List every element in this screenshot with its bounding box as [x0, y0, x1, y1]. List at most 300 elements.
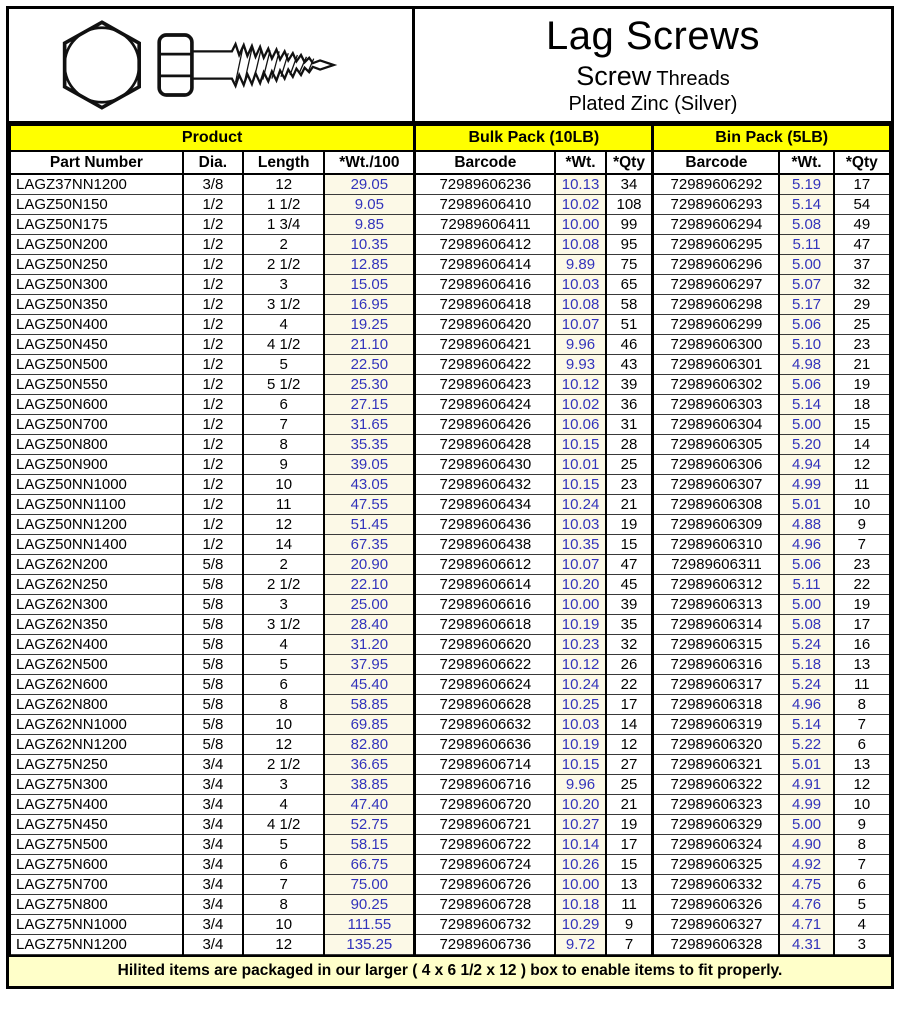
wt-per-100: 82.80 — [324, 735, 414, 755]
bulk-qty: 34 — [606, 174, 653, 195]
bulk-qty: 25 — [606, 775, 653, 795]
bulk-barcode: 72989606423 — [415, 375, 556, 395]
length: 10 — [243, 475, 324, 495]
bin-qty: 7 — [834, 855, 890, 875]
wt-per-100: 36.65 — [324, 755, 414, 775]
part-number: LAGZ50N550 — [10, 375, 183, 395]
part-number: LAGZ50N900 — [10, 455, 183, 475]
table-row — [10, 515, 890, 535]
part-number: LAGZ50N450 — [10, 335, 183, 355]
part-number: LAGZ50NN1100 — [10, 495, 183, 515]
bin-barcode: 72989606299 — [653, 315, 780, 335]
diameter: 1/2 — [183, 495, 243, 515]
bin-wt: 5.11 — [779, 575, 833, 595]
bulk-qty: 15 — [606, 535, 653, 555]
diameter: 5/8 — [183, 695, 243, 715]
wt-per-100: 25.30 — [324, 375, 414, 395]
bin-wt: 5.00 — [779, 595, 833, 615]
diameter: 5/8 — [183, 655, 243, 675]
table-row — [10, 655, 890, 675]
bin-qty: 29 — [834, 295, 890, 315]
table-row — [10, 855, 890, 875]
table-row — [10, 355, 890, 375]
bulk-wt: 10.15 — [555, 435, 605, 455]
bulk-barcode: 72989606736 — [415, 935, 556, 955]
bulk-qty: 35 — [606, 615, 653, 635]
bulk-barcode: 72989606436 — [415, 515, 556, 535]
bulk-qty: 28 — [606, 435, 653, 455]
bin-wt: 4.98 — [779, 355, 833, 375]
bin-qty: 3 — [834, 935, 890, 955]
bin-qty: 54 — [834, 195, 890, 215]
bulk-barcode: 72989606411 — [415, 215, 556, 235]
bin-qty: 47 — [834, 235, 890, 255]
part-number: LAGZ50NN1400 — [10, 535, 183, 555]
bin-wt: 5.22 — [779, 735, 833, 755]
col-bulk-barcode: Barcode — [415, 151, 556, 174]
diameter: 5/8 — [183, 595, 243, 615]
bulk-wt: 10.13 — [555, 174, 605, 195]
wt-per-100: 90.25 — [324, 895, 414, 915]
bulk-wt: 10.12 — [555, 375, 605, 395]
bulk-qty: 17 — [606, 695, 653, 715]
section-bulk-pack: Bulk Pack (10LB) — [415, 125, 653, 151]
bin-wt: 4.99 — [779, 795, 833, 815]
bulk-wt: 10.24 — [555, 675, 605, 695]
bulk-barcode: 72989606432 — [415, 475, 556, 495]
bin-barcode: 72989606292 — [653, 174, 780, 195]
wt-per-100: 66.75 — [324, 855, 414, 875]
table-row — [10, 715, 890, 735]
length: 6 — [243, 395, 324, 415]
table-row — [10, 895, 890, 915]
table-row — [10, 295, 890, 315]
bin-qty: 19 — [834, 375, 890, 395]
diameter: 5/8 — [183, 575, 243, 595]
bin-barcode: 72989606326 — [653, 895, 780, 915]
length: 2 1/2 — [243, 575, 324, 595]
bin-wt: 5.07 — [779, 275, 833, 295]
bin-barcode: 72989606297 — [653, 275, 780, 295]
bulk-qty: 65 — [606, 275, 653, 295]
bin-qty: 10 — [834, 495, 890, 515]
diameter: 1/2 — [183, 335, 243, 355]
bin-qty: 49 — [834, 215, 890, 235]
bulk-wt: 9.72 — [555, 935, 605, 955]
table-row — [10, 755, 890, 775]
bulk-barcode: 72989606612 — [415, 555, 556, 575]
bin-wt: 4.92 — [779, 855, 833, 875]
bin-wt: 4.90 — [779, 835, 833, 855]
part-number: LAGZ50N400 — [10, 315, 183, 335]
table-row — [10, 695, 890, 715]
bulk-barcode: 72989606636 — [415, 735, 556, 755]
wt-per-100: 31.65 — [324, 415, 414, 435]
bulk-wt: 10.03 — [555, 715, 605, 735]
col-bin-barcode: Barcode — [653, 151, 780, 174]
diameter: 3/4 — [183, 795, 243, 815]
bin-qty: 6 — [834, 875, 890, 895]
part-number: LAGZ62N350 — [10, 615, 183, 635]
section-bin-pack: Bin Pack (5LB) — [653, 125, 890, 151]
table-row — [10, 395, 890, 415]
bulk-wt: 10.19 — [555, 615, 605, 635]
bulk-barcode: 72989606628 — [415, 695, 556, 715]
bin-barcode: 72989606328 — [653, 935, 780, 955]
finish-label: Plated Zinc (Silver) — [568, 93, 738, 116]
lag-screw-icon — [31, 15, 391, 115]
bin-qty: 7 — [834, 535, 890, 555]
length: 5 — [243, 655, 324, 675]
bin-wt: 5.20 — [779, 435, 833, 455]
bulk-qty: 39 — [606, 375, 653, 395]
col-bin-wt: *Wt. — [779, 151, 833, 174]
diameter: 3/4 — [183, 875, 243, 895]
bin-barcode: 72989606305 — [653, 435, 780, 455]
bulk-barcode: 72989606618 — [415, 615, 556, 635]
part-number: LAGZ75N600 — [10, 855, 183, 875]
length: 12 — [243, 735, 324, 755]
bin-wt: 4.99 — [779, 475, 833, 495]
table-row — [10, 555, 890, 575]
bin-wt: 5.24 — [779, 635, 833, 655]
bulk-barcode: 72989606728 — [415, 895, 556, 915]
bin-wt: 4.91 — [779, 775, 833, 795]
bin-barcode: 72989606293 — [653, 195, 780, 215]
bulk-qty: 31 — [606, 415, 653, 435]
bulk-wt: 10.00 — [555, 875, 605, 895]
part-number: LAGZ75N700 — [10, 875, 183, 895]
bulk-wt: 10.12 — [555, 655, 605, 675]
length: 7 — [243, 415, 324, 435]
bin-wt: 5.01 — [779, 755, 833, 775]
bin-wt: 5.14 — [779, 195, 833, 215]
part-number: LAGZ62N250 — [10, 575, 183, 595]
table-body — [10, 174, 890, 955]
bin-qty: 23 — [834, 335, 890, 355]
screw-shank-threads-icon — [191, 44, 333, 86]
bulk-wt: 10.08 — [555, 235, 605, 255]
table-row — [10, 535, 890, 555]
bulk-wt: 10.19 — [555, 735, 605, 755]
bulk-qty: 19 — [606, 515, 653, 535]
part-number: LAGZ50N250 — [10, 255, 183, 275]
wt-per-100: 69.85 — [324, 715, 414, 735]
table-row — [10, 575, 890, 595]
bulk-barcode: 72989606430 — [415, 455, 556, 475]
wt-per-100: 22.10 — [324, 575, 414, 595]
bulk-wt: 10.08 — [555, 295, 605, 315]
bin-wt: 4.88 — [779, 515, 833, 535]
length: 9 — [243, 455, 324, 475]
bin-qty: 9 — [834, 515, 890, 535]
bin-qty: 37 — [834, 255, 890, 275]
bin-barcode: 72989606312 — [653, 575, 780, 595]
bin-wt: 4.96 — [779, 695, 833, 715]
col-length: Length — [243, 151, 324, 174]
bulk-wt: 10.25 — [555, 695, 605, 715]
length: 1 1/2 — [243, 195, 324, 215]
bulk-wt: 10.06 — [555, 415, 605, 435]
wt-per-100: 15.05 — [324, 275, 414, 295]
bulk-wt: 10.03 — [555, 515, 605, 535]
bin-qty: 4 — [834, 915, 890, 935]
bin-qty: 23 — [834, 555, 890, 575]
length: 5 — [243, 355, 324, 375]
bin-qty: 12 — [834, 775, 890, 795]
col-dia: Dia. — [183, 151, 243, 174]
footer-note: Hilited items are packaged in our larger ( 4 x 6 1/2 x 12 ) box to enable items to fit properly. — [9, 955, 891, 986]
bulk-wt: 10.24 — [555, 495, 605, 515]
bin-wt: 5.01 — [779, 495, 833, 515]
length: 2 1/2 — [243, 755, 324, 775]
wt-per-100: 27.15 — [324, 395, 414, 415]
bin-wt: 5.06 — [779, 375, 833, 395]
wt-per-100: 75.00 — [324, 875, 414, 895]
length: 12 — [243, 515, 324, 535]
wt-per-100: 52.75 — [324, 815, 414, 835]
bin-qty: 10 — [834, 795, 890, 815]
length: 2 — [243, 235, 324, 255]
part-number: LAGZ50N175 — [10, 215, 183, 235]
table-row — [10, 495, 890, 515]
bin-wt: 5.06 — [779, 315, 833, 335]
bin-barcode: 72989606332 — [653, 875, 780, 895]
diameter: 1/2 — [183, 195, 243, 215]
bin-wt: 5.06 — [779, 555, 833, 575]
bin-qty: 18 — [834, 395, 890, 415]
bulk-barcode: 72989606624 — [415, 675, 556, 695]
diameter: 3/4 — [183, 935, 243, 955]
bulk-qty: 13 — [606, 875, 653, 895]
bulk-barcode: 72989606732 — [415, 915, 556, 935]
bin-barcode: 72989606311 — [653, 555, 780, 575]
wt-per-100: 25.00 — [324, 595, 414, 615]
length: 10 — [243, 915, 324, 935]
bulk-wt: 10.00 — [555, 595, 605, 615]
length: 2 — [243, 555, 324, 575]
bin-barcode: 72989606295 — [653, 235, 780, 255]
diameter: 3/4 — [183, 815, 243, 835]
bulk-qty: 7 — [606, 935, 653, 955]
bin-qty: 11 — [834, 475, 890, 495]
length: 8 — [243, 695, 324, 715]
length: 7 — [243, 875, 324, 895]
length: 4 1/2 — [243, 335, 324, 355]
bin-qty: 19 — [834, 595, 890, 615]
bulk-wt: 10.27 — [555, 815, 605, 835]
wt-per-100: 12.85 — [324, 255, 414, 275]
screw-diagram-cell — [9, 9, 415, 121]
bin-wt: 5.18 — [779, 655, 833, 675]
part-number: LAGZ75NN1200 — [10, 935, 183, 955]
diameter: 5/8 — [183, 735, 243, 755]
diameter: 1/2 — [183, 235, 243, 255]
diameter: 5/8 — [183, 635, 243, 655]
wt-per-100: 16.95 — [324, 295, 414, 315]
length: 5 1/2 — [243, 375, 324, 395]
bulk-qty: 26 — [606, 655, 653, 675]
length: 12 — [243, 174, 324, 195]
table-row — [10, 615, 890, 635]
part-number: LAGZ37NN1200 — [10, 174, 183, 195]
diameter: 1/2 — [183, 415, 243, 435]
wt-per-100: 38.85 — [324, 775, 414, 795]
wt-per-100: 19.25 — [324, 315, 414, 335]
bulk-qty: 39 — [606, 595, 653, 615]
bin-barcode: 72989606296 — [653, 255, 780, 275]
bulk-qty: 32 — [606, 635, 653, 655]
bin-barcode: 72989606300 — [653, 335, 780, 355]
table-row — [10, 195, 890, 215]
bin-barcode: 72989606325 — [653, 855, 780, 875]
bin-qty: 8 — [834, 695, 890, 715]
bulk-qty: 14 — [606, 715, 653, 735]
diameter: 1/2 — [183, 535, 243, 555]
length: 3 — [243, 275, 324, 295]
bulk-wt: 10.35 — [555, 535, 605, 555]
bin-qty: 13 — [834, 655, 890, 675]
bulk-qty: 21 — [606, 495, 653, 515]
length: 5 — [243, 835, 324, 855]
bulk-wt: 9.96 — [555, 775, 605, 795]
bin-wt: 4.31 — [779, 935, 833, 955]
bin-barcode: 72989606318 — [653, 695, 780, 715]
bulk-wt: 10.23 — [555, 635, 605, 655]
part-number: LAGZ62N500 — [10, 655, 183, 675]
bin-barcode: 72989606309 — [653, 515, 780, 535]
bulk-barcode: 72989606714 — [415, 755, 556, 775]
bin-qty: 17 — [834, 615, 890, 635]
bin-barcode: 72989606294 — [653, 215, 780, 235]
bulk-qty: 23 — [606, 475, 653, 495]
diameter: 1/2 — [183, 375, 243, 395]
bulk-barcode: 72989606416 — [415, 275, 556, 295]
part-number: LAGZ75N450 — [10, 815, 183, 835]
bin-wt: 4.94 — [779, 455, 833, 475]
bulk-qty: 47 — [606, 555, 653, 575]
length: 3 1/2 — [243, 615, 324, 635]
bin-barcode: 72989606323 — [653, 795, 780, 815]
diameter: 1/2 — [183, 295, 243, 315]
bin-barcode: 72989606327 — [653, 915, 780, 935]
part-number: LAGZ62NN1000 — [10, 715, 183, 735]
bulk-qty: 99 — [606, 215, 653, 235]
length: 3 1/2 — [243, 295, 324, 315]
bulk-barcode: 72989606421 — [415, 335, 556, 355]
bulk-wt: 10.14 — [555, 835, 605, 855]
column-header-row — [10, 151, 890, 174]
bin-wt: 5.14 — [779, 395, 833, 415]
bin-qty: 5 — [834, 895, 890, 915]
hex-head-front-icon — [64, 22, 139, 107]
bulk-wt: 9.89 — [555, 255, 605, 275]
bulk-barcode: 72989606721 — [415, 815, 556, 835]
bulk-wt: 10.02 — [555, 195, 605, 215]
bulk-wt: 10.15 — [555, 475, 605, 495]
bulk-qty: 36 — [606, 395, 653, 415]
bulk-barcode: 72989606724 — [415, 855, 556, 875]
bulk-qty: 95 — [606, 235, 653, 255]
bin-wt: 5.11 — [779, 235, 833, 255]
diameter: 5/8 — [183, 675, 243, 695]
bin-barcode: 72989606302 — [653, 375, 780, 395]
length: 4 — [243, 795, 324, 815]
bin-barcode: 72989606306 — [653, 455, 780, 475]
diameter: 1/2 — [183, 455, 243, 475]
table-row — [10, 435, 890, 455]
bulk-qty: 46 — [606, 335, 653, 355]
bin-wt: 4.75 — [779, 875, 833, 895]
wt-per-100: 51.45 — [324, 515, 414, 535]
bulk-barcode: 72989606434 — [415, 495, 556, 515]
diameter: 1/2 — [183, 475, 243, 495]
diameter: 1/2 — [183, 315, 243, 335]
bulk-wt: 10.07 — [555, 315, 605, 335]
table-row — [10, 775, 890, 795]
bin-wt: 5.10 — [779, 335, 833, 355]
wt-per-100: 10.35 — [324, 235, 414, 255]
table-row — [10, 735, 890, 755]
part-number: LAGZ50N200 — [10, 235, 183, 255]
part-number: LAGZ50N500 — [10, 355, 183, 375]
table-row — [10, 875, 890, 895]
bin-wt: 5.00 — [779, 415, 833, 435]
bulk-qty: 19 — [606, 815, 653, 835]
wt-per-100: 45.40 — [324, 675, 414, 695]
part-number: LAGZ75N800 — [10, 895, 183, 915]
diameter: 1/2 — [183, 355, 243, 375]
length: 4 — [243, 315, 324, 335]
col-wt-per-100: *Wt./100 — [324, 151, 414, 174]
diameter: 3/4 — [183, 775, 243, 795]
length: 3 — [243, 775, 324, 795]
page-title: Lag Screws — [546, 14, 760, 59]
bulk-qty: 45 — [606, 575, 653, 595]
part-number: LAGZ62NN1200 — [10, 735, 183, 755]
wt-per-100: 31.20 — [324, 635, 414, 655]
wt-per-100: 9.85 — [324, 215, 414, 235]
part-number: LAGZ50NN1200 — [10, 515, 183, 535]
part-number: LAGZ50N150 — [10, 195, 183, 215]
part-number: LAGZ75N400 — [10, 795, 183, 815]
diameter: 3/4 — [183, 755, 243, 775]
col-bulk-wt: *Wt. — [555, 151, 605, 174]
wt-per-100: 111.55 — [324, 915, 414, 935]
table-row — [10, 675, 890, 695]
bin-barcode: 72989606321 — [653, 755, 780, 775]
diameter: 1/2 — [183, 395, 243, 415]
bulk-qty: 15 — [606, 855, 653, 875]
bin-qty: 17 — [834, 174, 890, 195]
length: 2 1/2 — [243, 255, 324, 275]
bulk-qty: 25 — [606, 455, 653, 475]
bulk-barcode: 72989606716 — [415, 775, 556, 795]
bin-barcode: 72989606310 — [653, 535, 780, 555]
sheet-header — [9, 9, 891, 124]
length: 1 3/4 — [243, 215, 324, 235]
bulk-barcode: 72989606614 — [415, 575, 556, 595]
bulk-wt: 10.18 — [555, 895, 605, 915]
bin-wt: 5.00 — [779, 255, 833, 275]
bin-qty: 25 — [834, 315, 890, 335]
wt-per-100: 37.95 — [324, 655, 414, 675]
bin-barcode: 72989606322 — [653, 775, 780, 795]
wt-per-100: 43.05 — [324, 475, 414, 495]
section-band-row — [10, 125, 890, 151]
bulk-barcode: 72989606420 — [415, 315, 556, 335]
bin-barcode: 72989606303 — [653, 395, 780, 415]
